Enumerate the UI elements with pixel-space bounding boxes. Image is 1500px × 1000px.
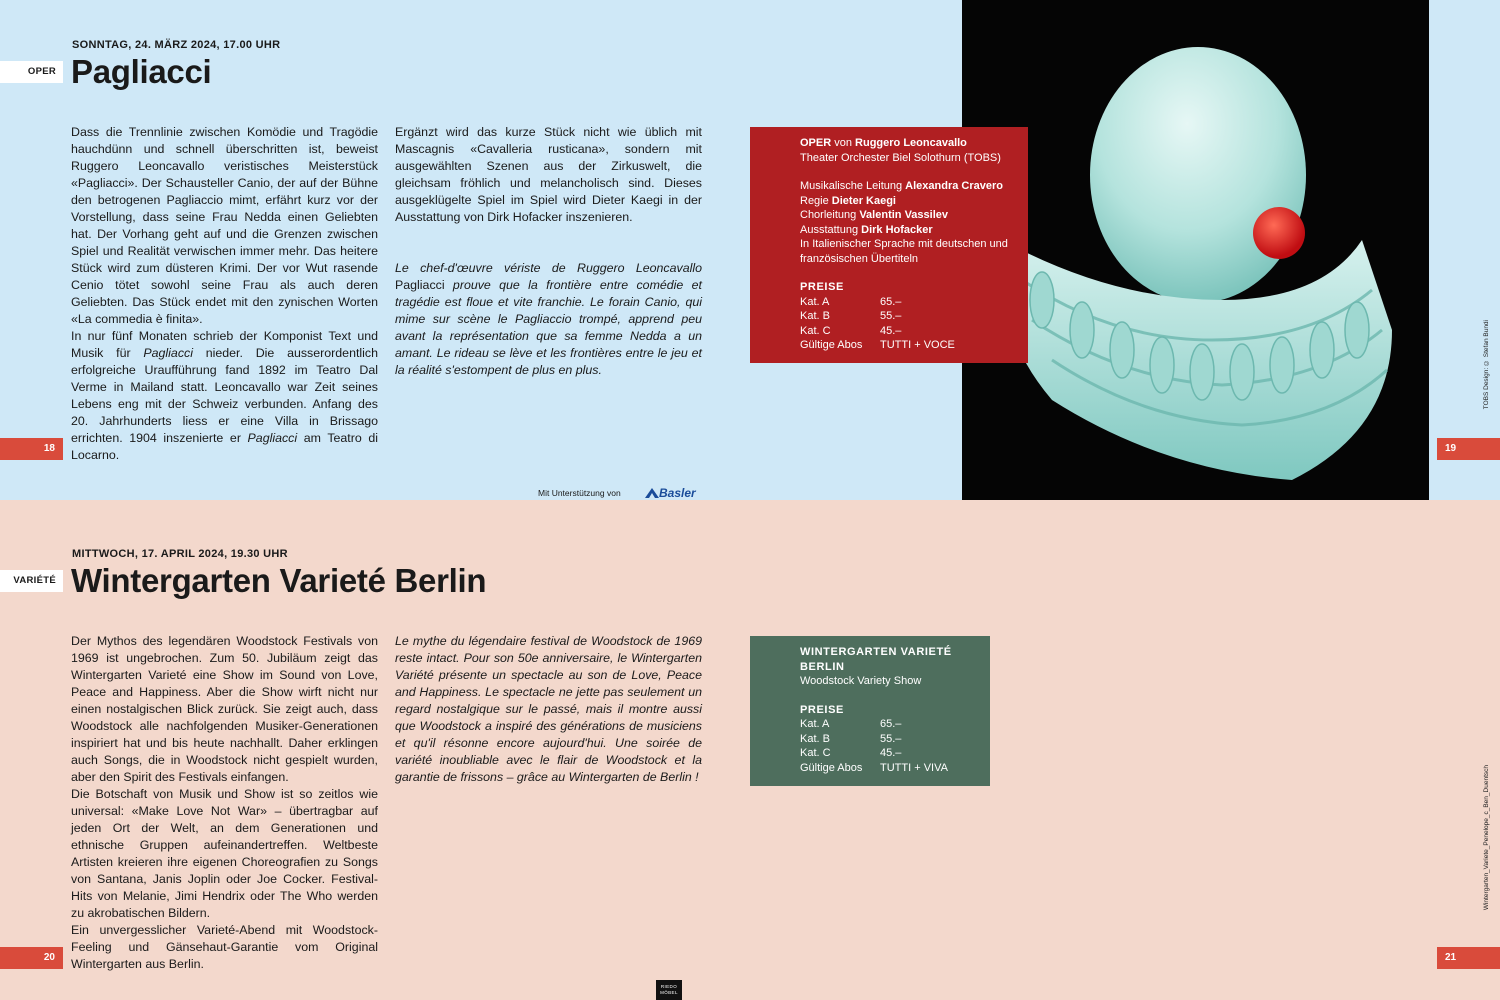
- second-text-column: [395, 124, 702, 379]
- credit-item: Musikalische Leitung Alexandra Cravero: [800, 180, 1003, 192]
- event-info-box: [750, 127, 1028, 363]
- paragraph: Ergänzt wird das kurze Stück nicht wie üblich mit Mascagnis «Cavalleria rusticana», sondern mit ausgewählten Szenen aus der Zirkuswelt, die gleichsam fröhlich und melancholisch sind. Dieses ausgeklügelte Spiel im Spiel wird Dieter Kaegi in der Ausstattung von Dirk Hofacker inszenieren.: [395, 125, 702, 224]
- prices: [800, 280, 1014, 353]
- price-row: Kat. A 65.–: [800, 295, 902, 308]
- event-info-box: [750, 636, 990, 786]
- price-row: Kat. C 45.–: [800, 747, 902, 759]
- prices-heading: PREISE: [800, 281, 844, 293]
- paragraph: Der Mythos des legendären Woodstock Festivals von 1969 ist ungebrochen. Zum 50. Jubiläum zeigt das Wintergarten Varieté eine Show im Sound von Love, Peace and Happiness. Aber die Show wirft nicht nur einen nostalgischen Blick zurück. Sie zeigt auch, dass Woodstock alle nachfolgenden Musiker-Generationen inspiriert hat und bis heute nachhallt. Daher erklingen auch Songs, die in Woodstock nicht gespielt wurden, aber den Spirit des Festivals einfangen.: [71, 634, 378, 784]
- photo-credit: Wintergarten_Variete_Penelope_c_Ben_Duentsch: [1483, 765, 1490, 911]
- show-name: Woodstock Variety Show: [800, 675, 922, 687]
- clown-illustration-svg: [962, 0, 1429, 500]
- page-title: Pagliacci: [71, 53, 212, 90]
- event-date: MITTWOCH, 17. APRIL 2024, 19.30 UHR: [72, 548, 288, 560]
- paragraph: Ein unvergesslicher Varieté-Abend mit Woodstock-Feeling und Gänsehaut-Garantie vom Original Wintergarten aus Berlin.: [71, 923, 378, 971]
- production-line: OPER von Ruggero Leoncavallo: [800, 137, 967, 149]
- french-paragraph: Le chef-d'œuvre vériste de Ruggero Leoncavallo Pagliacci prouve que la frontière entre comédie et tragédie est floue et vite franchie. Le forain Canio, qui mime sur scène le Pagliaccio trompé, apprend peu avant la représentation que sa femme Nedda a un amant. Le rideau se lève et les frontières entre le jeu et la réalité s'estompent de plus en plus.: [395, 261, 702, 377]
- prices-heading: PREISE: [800, 703, 844, 716]
- genre-tag: VARIÉTÉ: [0, 570, 63, 592]
- page-number-left: 20: [0, 947, 63, 969]
- price-row: Kat. C 45.–: [800, 324, 902, 337]
- basler-logo-icon: [645, 488, 659, 498]
- page-number-right: 19: [1437, 438, 1500, 460]
- credit-item: Chorleitung Valentin Vassilev: [800, 209, 948, 221]
- prices: [800, 703, 976, 776]
- sponsor-logo: Basler: [645, 486, 696, 500]
- price-row: Gültige Abos TUTTI + VOCE: [800, 339, 955, 351]
- price-row: Kat. A 65.–: [800, 718, 902, 730]
- credits-list: [800, 179, 1014, 266]
- price-row: Kat. B 55.–: [800, 310, 902, 322]
- info-heading: WINTERGARTEN VARIETÉ BERLIN: [800, 646, 952, 673]
- page-title: Wintergarten Varieté Berlin: [71, 562, 487, 599]
- photo-credit: TOBS Design: © Stefan Bundi: [1483, 320, 1490, 410]
- event-date: SONNTAG, 24. MÄRZ 2024, 17.00 UHR: [72, 39, 281, 51]
- french-text-column: [395, 633, 702, 786]
- price-row: Kat. B 55.–: [800, 732, 902, 745]
- price-row: Gültige Abos TUTTI + VIVA: [800, 761, 948, 774]
- german-text-column: [71, 124, 378, 464]
- support-text: Mit Unterstützung von: [538, 488, 621, 498]
- page-number-left: 18: [0, 438, 63, 460]
- sponsor-logo-riedo: RIEDO MÖBEL: [656, 980, 682, 1000]
- clown-illustration: [962, 0, 1429, 500]
- genre-tag: OPER: [0, 61, 63, 83]
- paragraph: In nur fünf Monaten schrieb der Komponist Text und Musik für Pagliacci nieder. Die ausserordentlich erfolgreiche Uraufführung fand 1892 im Teatro Dal Verme in Mailand statt. Leoncavallo war Zeit seines Lebens eng mit der Schweiz verbunden. Anfang des 20. Jahrhunderts liess er eine Villa in Brissago errichten. 1904 inszenierte er Pagliacci am Teatro di Locarno.: [71, 329, 378, 462]
- paragraph: Dass die Trennlinie zwischen Komödie und Tragödie hauchdünn und schnell überschritten ist, beweist Ruggero Leoncavallo veristisches Meisterstück «Pagliacci». Der Schausteller Canio, der auf der Bühne den betrogenen Pagliaccio mimt, erfährt kurz vor der Vorstellung, dass seine Frau Nedda einen Geliebten hat. Der Vorhang geht auf und die Grenzen zwischen Spiel und Realität verwischen immer mehr. Das heitere Stück wird zum düsteren Krimi. Der vor Wut rasende Cenio tötet sowohl seine Frau als auch deren Geliebten. Das Stück endet mit den zynischen Worten «La commedia è finita».: [71, 125, 378, 326]
- company: Theater Orchester Biel Solothurn (TOBS): [800, 151, 1001, 164]
- credit-item: Regie Dieter Kaegi: [800, 194, 896, 207]
- german-text-column: [71, 633, 378, 973]
- paragraph: Die Botschaft von Musik und Show ist so zeitlos wie universal: «Make Love Not War» – übertragbar auf jeden Ort der Welt, an dem Generationen und ethnische Gruppen aufeinandertreffen. Weltbeste Artisten kreieren ihre eigenen Choreografien zu Songs von Santana, Janis Joplin oder Joe Cocker. Festival-Hits von Melanie, Jimi Hendrix oder The Who werden zu akrobatischen Bildern.: [71, 787, 378, 920]
- credit-item: Ausstattung Dirk Hofacker: [800, 223, 933, 236]
- page-number-right: 21: [1437, 947, 1500, 969]
- language-note: In Italienischer Sprache mit deutschen und französischen Übertiteln: [800, 238, 1008, 265]
- french-paragraph: Le mythe du légendaire festival de Woodstock de 1969 reste intact. Pour son 50e anniversaire, le Wintergarten Variété présente un spectacle au son de Love, Peace and Happiness. Le spectacle ne jette pas seulement un regard nostalgique sur le passé, mais il montre aussi que Woodstock a inspiré des générations de musiciens et qu'il résonne encore aujourd'hui. Une soirée de variété inoubliable avec le flair de Woodstock et la garantie de frissons – grâce au Wintergarten de Berlin !: [395, 634, 702, 784]
